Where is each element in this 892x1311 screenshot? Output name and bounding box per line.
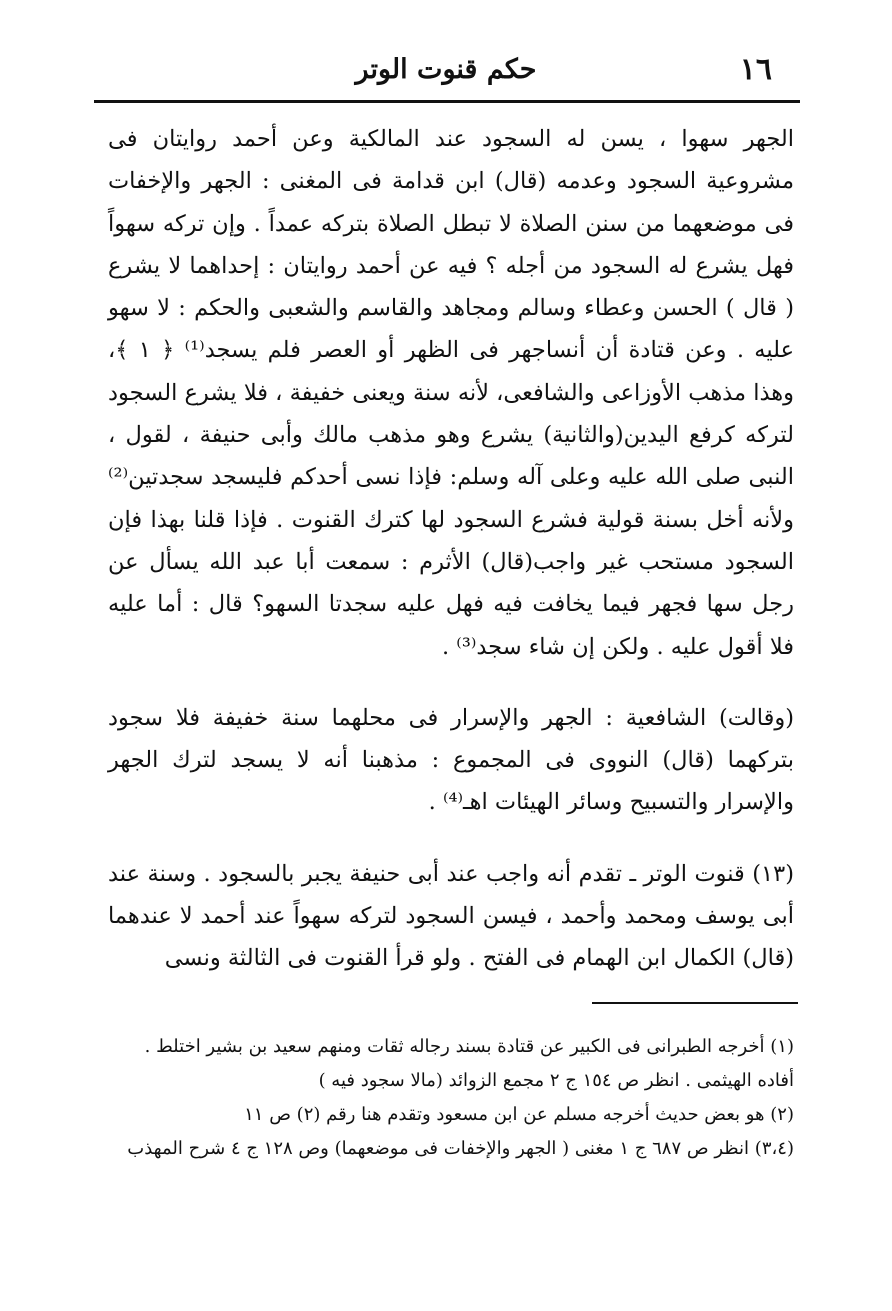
footnote: (٢) هو بعض حديث أخرجه مسلم عن ابن مسعود وتقدم هنا رقم (٢) ص ١١ — [244, 1104, 794, 1125]
footnote: (١) أخرجه الطبرانى فى الكبير عن قتادة بسند رجاله ثقات ومنهم سعيد بن بشير اختلط . أفاده الهيثمى . انظر ص ١٥٤ ج ٢ مجمع الزوائد (مالا سجود فيه ) — [144, 1036, 794, 1091]
body-paragraph: (وقالت) الشافعية : الجهر والإسرار فى محلهما سنة خفيفة فلا سجود بتركهما (قال) النووى فى المجموع : مذهبنا أنه لا يسجد لترك الجهر والإسرار والتسبيح وسائر الهيئات اهـ⁽⁴⁾ . — [108, 704, 794, 816]
page-number: ١٦ — [739, 52, 772, 87]
main-text — [108, 118, 794, 980]
body-paragraph: (١٣) قنوت الوتر ـ تقدم أنه واجب عند أبى حنيفة يجبر بالسجود . وسنة عند أبى يوسف ومحمد وأحمد ، فيسن السجود لتركه سهواً عند أحمد لا عندهما (قال) الكمال ابن الهمام فى الفتح . ولو قرأ القنوت فى الثالثة ونسى — [108, 860, 794, 972]
footnotes — [108, 1030, 794, 1166]
running-title: حكم قنوت الوتر — [355, 54, 537, 85]
footnote-rule — [592, 1002, 798, 1004]
header-rule — [94, 100, 800, 103]
footnote: (٣،٤) انظر ص ٦٨٧ ج ١ مغنى ( الجهر والإخفات فى موضعهما) وص ١٢٨ ج ٤ شرح المهذب — [127, 1138, 794, 1159]
running-header — [90, 48, 802, 96]
body-paragraph: الجهر سهوا ، يسن له السجود عند المالكية وعن أحمد روايتان فى مشروعية السجود وعدمه (قال) ابن قدامة فى المغنى : الجهر والإخفات فى موضعهما من سنن الصلاة لا تبطل الصلاة بتركه عمداً . وإن تركه سهواً فهل يشرع له السجود من أجله ؟ فيه عن أحمد روايتان : إحداهما لا يشرع ( قال ) الحسن وعطاء وسالم ومجاهد والقاسم والشعبى والحكم : لا سهو عليه . وعن قتادة أن أنساجهر فى الظهر أو العصر فلم يسجد⁽¹⁾ ﴿ ١ ﴾، وهذا مذهب الأوزاعى والشافعى، لأنه سنة ويعنى خفيفة ، فلا يشرع السجود لتركه كرفع اليدين(والثانية) يشرع وهو مذهب مالك وأبى حنيفة ، لقول ، النبى صلى الله عليه وعلى آله وسلم: فإذا نسى أحدكم فليسجد سجدتين⁽²⁾ ولأنه أخل بسنة قولية فشرع السجود لها كترك القنوت . فإذا قلنا بهذا فإن السجود مستحب غير واجب(قال) الأثرم : سمعت أبا عبد الله يسأل عن رجل سها فجهر فيما يخافت فيه فهل عليه سجدتا السهو؟ قال : أما عليه فلا أقول عليه . ولكن إن شاء سجد⁽³⁾ . — [108, 126, 795, 660]
